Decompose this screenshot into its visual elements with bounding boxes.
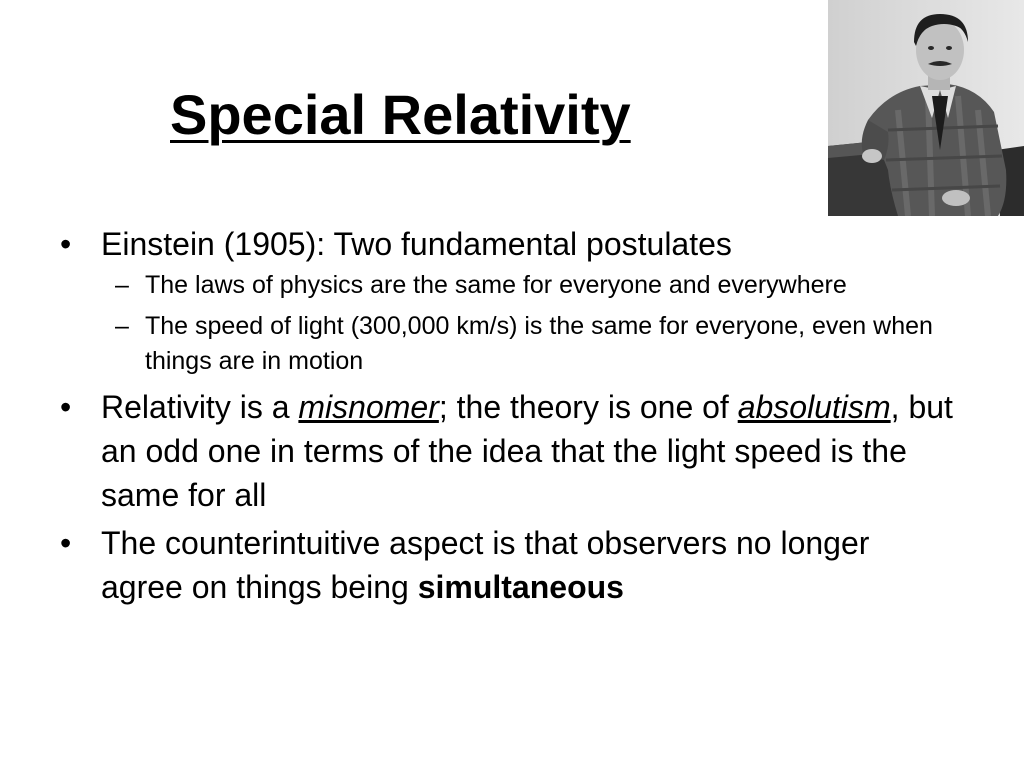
- sub-bullet-item: [101, 309, 960, 379]
- bullet-text: Einstein (1905): Two fundamental postulates: [101, 226, 732, 262]
- dash-glyph: –: [115, 271, 129, 299]
- bullet-list: [60, 222, 960, 613]
- bullet-text-part: Relativity is a: [101, 389, 299, 425]
- bullet-item: [60, 385, 960, 517]
- sub-bullet-item: [101, 268, 960, 303]
- bullet-glyph: •: [60, 525, 72, 561]
- bullet-text-part: ; the theory is one of: [438, 389, 738, 425]
- portrait-image: [828, 0, 1024, 216]
- bold-text: simultaneous: [417, 569, 624, 605]
- dash-glyph: –: [115, 312, 129, 340]
- sub-bullet-text: The laws of physics are the same for everyone and everywhere: [145, 271, 847, 299]
- bullet-item: [60, 521, 960, 609]
- bullet-item: [60, 222, 960, 379]
- emphasis-text: misnomer: [298, 389, 439, 425]
- sub-bullet-list: [101, 268, 960, 379]
- slide-title: Special Relativity: [170, 83, 631, 146]
- portrait-photo-icon: [828, 0, 1024, 216]
- bullet-glyph: •: [60, 389, 72, 425]
- bullet-glyph: •: [60, 226, 72, 262]
- emphasis-text: absolutism: [737, 389, 891, 425]
- sub-bullet-text: The speed of light (300,000 km/s) is the same for everyone, even when things are in motion: [145, 312, 933, 375]
- bullet-text-part: The counterintuitive aspect is that observers no longer agree on things being: [101, 525, 870, 605]
- bullet-text-part: , but an odd one in terms of the idea that the light speed is the same for all: [101, 389, 953, 513]
